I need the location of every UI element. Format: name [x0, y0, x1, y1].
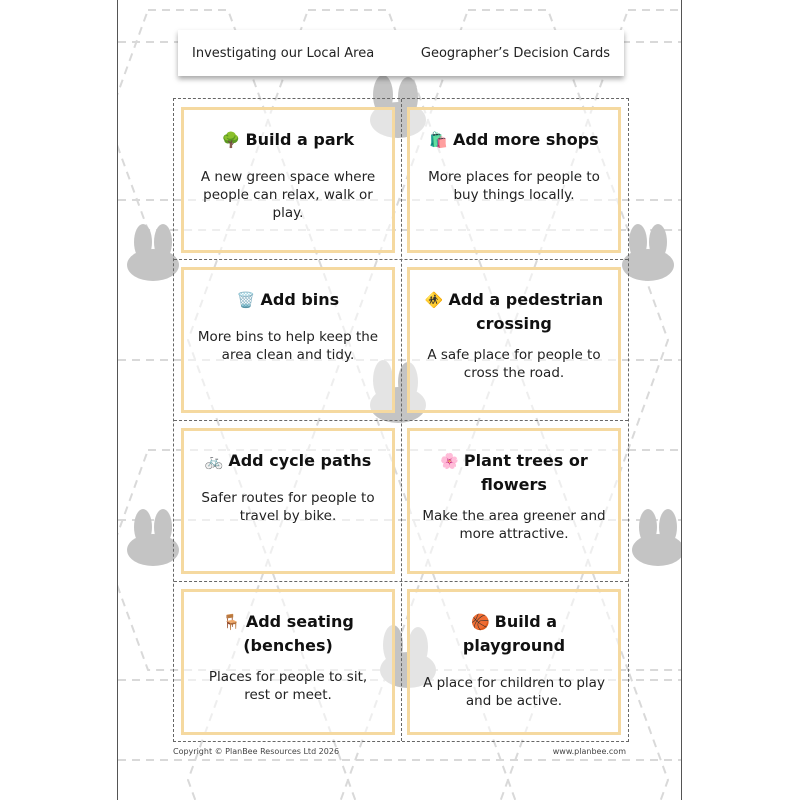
card-description: More bins to help keep the area clean and tidy.	[197, 329, 379, 363]
cards-grid	[173, 98, 629, 742]
card-title: 🛍️ Add more shops	[429, 130, 599, 149]
card-title: 🚸 Add a pedestrian crossing	[424, 290, 604, 333]
card-title: 🏀 Build a playground	[462, 612, 566, 655]
card-title: 🌸 Plant trees or flowers	[440, 451, 588, 494]
worksheet-page	[117, 0, 682, 800]
decision-card-build-playground	[407, 589, 621, 735]
cut-line-horizontal	[174, 259, 628, 260]
header-banner	[178, 30, 624, 76]
header-left-title: Investigating our Local Area	[192, 45, 375, 61]
basketball-icon: 🏀	[470, 613, 490, 631]
decision-card-add-shops	[407, 107, 621, 253]
decision-card-add-bins	[181, 267, 395, 413]
decision-card-plant-trees	[407, 428, 621, 574]
decision-card-cycle-paths	[181, 428, 395, 574]
card-description: A new green space where people can relax, walk or play.	[200, 169, 376, 221]
bin-icon: 🗑️	[236, 291, 256, 309]
cut-line-horizontal	[174, 420, 628, 421]
shopping-bag-icon: 🛍️	[429, 131, 448, 149]
website-link[interactable]: www.planbee.com	[552, 747, 626, 756]
cut-line-horizontal	[174, 581, 628, 582]
flower-icon: 🌸	[440, 452, 459, 470]
card-title: 🪑 Add seating (benches)	[222, 612, 354, 655]
tree-icon: 🌳	[221, 131, 241, 149]
card-description: Places for people to sit, rest or meet.	[208, 669, 368, 703]
decision-card-pedestrian-crossing	[407, 267, 621, 413]
crossing-sign-icon: 🚸	[424, 291, 444, 309]
card-description: Make the area greener and more attractive.	[422, 508, 606, 542]
decision-card-build-park	[181, 107, 395, 253]
card-description: A safe place for people to cross the road.	[427, 347, 601, 381]
card-description: More places for people to buy things locally.	[428, 169, 600, 203]
copyright-text: Copyright © PlanBee Resources Ltd 2026	[173, 747, 340, 756]
card-title: 🚲 Add cycle paths	[204, 451, 372, 470]
header-right-title: Geographer’s Decision Cards	[420, 45, 610, 61]
bicycle-icon: 🚲	[204, 452, 224, 470]
card-description: A place for children to play and be active.	[423, 675, 605, 709]
card-description: Safer routes for people to travel by bike.	[201, 490, 375, 524]
card-title: 🌳 Build a park	[221, 130, 355, 149]
card-title: 🗑️ Add bins	[236, 290, 340, 309]
chair-icon: 🪑	[222, 613, 241, 631]
decision-card-add-seating	[181, 589, 395, 735]
